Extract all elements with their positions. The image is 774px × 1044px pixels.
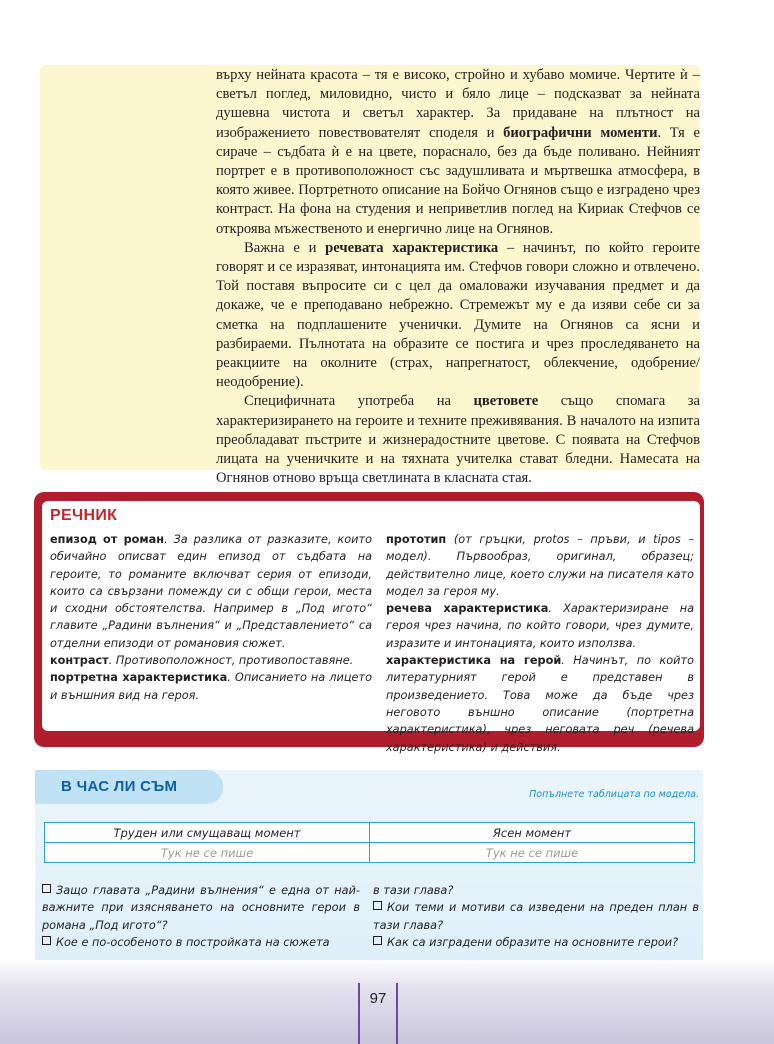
page-number: 97	[369, 990, 387, 1007]
main-text	[216, 66, 700, 488]
checkbox-icon	[373, 936, 382, 945]
table-placeholder-cell: Тук не се пише	[370, 843, 695, 863]
questions-column-right	[373, 882, 699, 951]
table-header: Ясен момент	[370, 823, 695, 843]
checkbox-icon	[42, 936, 51, 945]
question-item: Кои теми и мотиви са изведени на преден план в тази глава?	[373, 901, 699, 932]
table-header: Труден или смущаващ момент	[45, 823, 370, 843]
paragraph-2: Важна е и речевата характеристика – начинът, по който героите говорят и се изразяват, интонацията им. Стефчов говори сложно и отвлечено. Той поставя въпросите си с цел да омаловажи изучавания предмет и да докаже, че е преподавано небрежно. Стремежът му е да изяви себе си за сметка на подплашените ученички. Думите на Огнянов са ясни и разбираеми. Пълнотата на образите се постига и чрез проследяването на реакциите на околните (страх, напрегнатост, облекчение, одобрение/ неодобрение).	[216, 239, 700, 391]
dictionary-entry: характеристика на герой. Начинът, по който литературният герой е представен в произведението. Това може да бъде чрез неговото външно описание (портретна характеристика), чрез неговата реч (речева характеристика) и действия.	[386, 654, 694, 754]
dictionary-entry: контраст. Противоположност, противопоставяне.	[50, 654, 354, 668]
questions-column-left	[42, 882, 360, 951]
page-number-divider-right	[396, 983, 398, 1044]
checkbox-icon	[373, 901, 382, 910]
checkbox-icon	[42, 884, 51, 893]
question-item: Как са изградени образите на основните герои?	[373, 934, 699, 951]
dictionary-entry: прототип (от гръцки, protos – пръви, и tipos – модел). Първообраз, оригинал, образец; действително лице, което служи на писателя като модел за героя му.	[386, 533, 694, 598]
table-placeholder-cell: Тук не се пише	[45, 843, 370, 863]
dictionary-entry: портретна характеристика. Описанието на лицето и външния вид на героя.	[50, 671, 372, 702]
dictionary-title: РЕЧНИК	[50, 507, 118, 524]
dictionary-box	[34, 492, 704, 754]
dictionary-entry: речева характеристика. Характеризиране на героя чрез начина, по който говори, чрез думите, изразите и интонацията, които използва.	[386, 602, 694, 650]
dictionary-column-left	[50, 531, 372, 704]
quiz-section	[35, 770, 703, 960]
dictionary-column-right	[386, 531, 694, 756]
quiz-title-tab	[35, 770, 223, 804]
quiz-table	[44, 822, 695, 863]
quiz-instruction: Попълнете таблицата по модела.	[529, 789, 699, 800]
dictionary-content	[42, 501, 700, 754]
question-item: Кое е по-особеното в постройката на сюжета	[42, 934, 360, 951]
quiz-title: В ЧАС ЛИ СЪМ	[61, 778, 178, 795]
paragraph-1: върху нейната красота – тя е високо, стройно и хубаво момиче. Чертите ѝ – светъл поглед, миловидно, чисто и бяло лице – подсказват за нейната душевна чистота и светъл характер. За придаване на плътност на изображението повествователят споделя и биографични моменти. Тя е сираче – съдбата ѝ е на цвете, пораснало, без да бъде поливано. Нейният портрет е в противоположност със задушливата и мъртвешка атмосфера, в която живее. Портретното описание на Бойчо Огнянов също е изградено чрез контраст. На фона на студения и неприветлив поглед на Кириак Стефчов се откроява мъжественото и енергично лице на Огнянов.	[216, 67, 700, 237]
question-continuation: в тази глава?	[373, 884, 454, 897]
dictionary-entry: епизод от роман. За разлика от разказите, които обичайно описват един епизод от съдбата на героите, то романите включват серия от епизоди, които са свързани помежду си с общи герои, места и сходни обстоятелства. Например в „Под игото“ главите „Радини вълнения“ и „Представлението“ са отделни епизоди от романовия сюжет.	[50, 533, 372, 650]
question-item: Защо главата „Радини вълнения“ е една от най-важните при изясняването на основните герои в романа „Под игото“?	[42, 884, 360, 932]
paragraph-3: Специфичната употреба на цветовете също спомага за характеризирането на героите и техните преживявания. В началото на изпита преобладават пъстрите и жизнерадостните цветове. С появата на Стефчов лицата на ученичките и на тяхната учителка стават бледни. Намесата на Огнянов отново връща светлината в класната стая.	[216, 393, 700, 487]
